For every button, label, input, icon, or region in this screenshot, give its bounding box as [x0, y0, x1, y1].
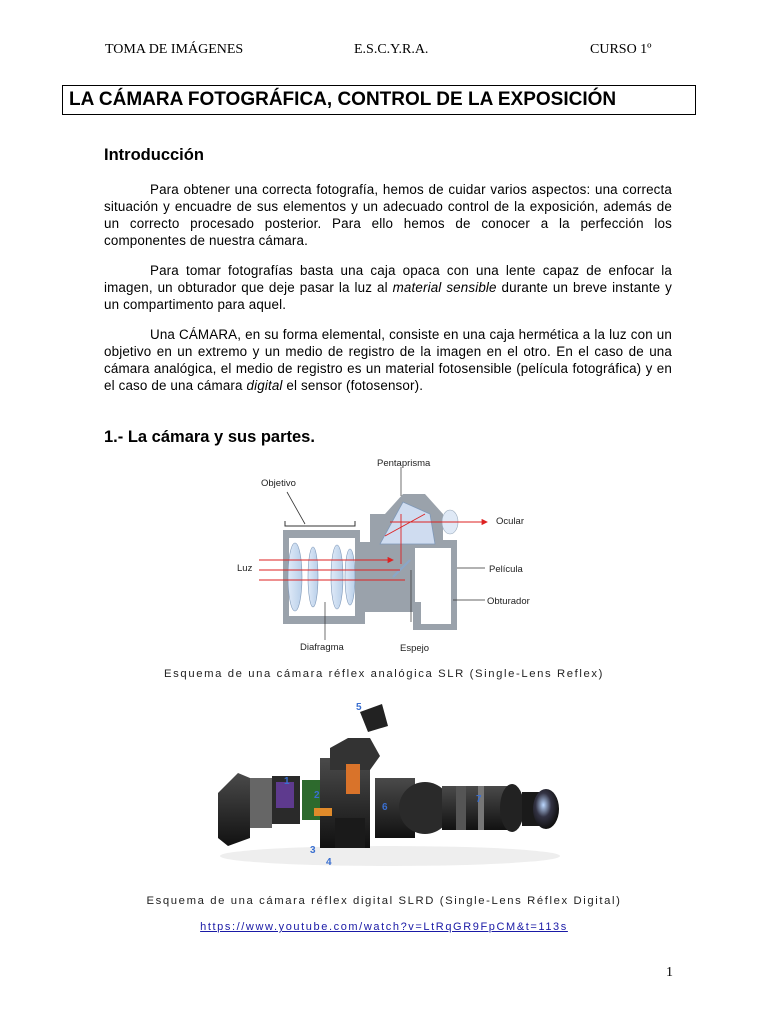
part-number-4: 4 [326, 857, 332, 868]
page-title: LA CÁMARA FOTOGRÁFICA, CONTROL DE LA EXPOSICIÓN [62, 85, 696, 115]
label-obturador: Obturador [487, 596, 530, 607]
slr-diagram [225, 452, 555, 657]
label-objetivo: Objetivo [261, 478, 296, 489]
objective-leader [287, 492, 305, 524]
camera-parts [218, 704, 559, 848]
caption-slrd: Esquema de una cámara réflex digital SLRD (Single-Lens Réflex Digital) [146, 895, 622, 907]
label-luz: Luz [237, 563, 253, 574]
header-center: E.S.C.Y.R.A. [354, 42, 429, 57]
section1-heading: 1.- La cámara y sus partes. [104, 428, 315, 446]
intro-p3-text-b: el sensor (fotosensor). [282, 378, 424, 393]
label-ocular: Ocular [496, 516, 524, 527]
header-left: TOMA DE IMÁGENES [105, 42, 244, 57]
intro-p2-text-a: Para tomar fotografías basta una caja opaca con una lente capaz de enfocar la imagen, un obturador que deje pasar la luz al [104, 263, 672, 295]
label-espejo: Espejo [400, 643, 430, 654]
intro-p3-text-a: Una CÁMARA, en su forma elemental, consiste en una caja hermética a la luz con un objetivo en un extremo y un medio de registro de la imagen en el otro. En el caso de una cámara analógica, el medio de registro es un material fotosensible (película fotográfica) y en el caso de una cámara [104, 327, 672, 393]
part-number-5: 5 [356, 702, 362, 713]
shadow-shape [220, 846, 560, 866]
youtube-link[interactable]: https://www.youtube.com/watch?v=LtRqGR9FpCM&t=113s [200, 921, 568, 933]
intro-p2-emphasis: material sensible [392, 280, 497, 295]
part-number-3: 3 [310, 845, 316, 856]
dslr-exploded-photo [210, 698, 570, 870]
header-right: CURSO 1º [590, 42, 652, 57]
intro-paragraph-2 [104, 262, 672, 313]
intro-paragraph-3 [104, 326, 672, 394]
part-number-7: 7 [476, 794, 482, 805]
label-diafragma: Diafragma [300, 642, 344, 653]
part-number-2: 2 [314, 790, 320, 801]
intro-p2-text-b: durante un breve instante y un compartimento para aquel. [104, 280, 672, 312]
intro-heading: Introducción [104, 146, 204, 164]
page-number: 1 [666, 965, 673, 980]
objective-bracket [285, 521, 355, 526]
part-number-1: 1 [284, 776, 290, 787]
intro-p3-emphasis: digital [246, 378, 283, 393]
caption-slr: Esquema de una cámara réflex analógica SLR (Single-Lens Reflex) [164, 668, 604, 680]
part-number-6: 6 [382, 802, 388, 813]
intro-paragraph-1 [104, 181, 672, 249]
label-pelicula: Película [489, 564, 523, 575]
label-pentaprisma: Pentaprisma [377, 458, 431, 469]
intro-p1-text: Para obtener una correcta fotografía, hemos de cuidar varios aspectos: una correcta situación y encuadre de sus elementos y un adecuado control de la exposición, además de un correcto procesado posterior. Para ello hemos de conocer a la perfección los componentes de nuestra cámara. [104, 182, 672, 248]
